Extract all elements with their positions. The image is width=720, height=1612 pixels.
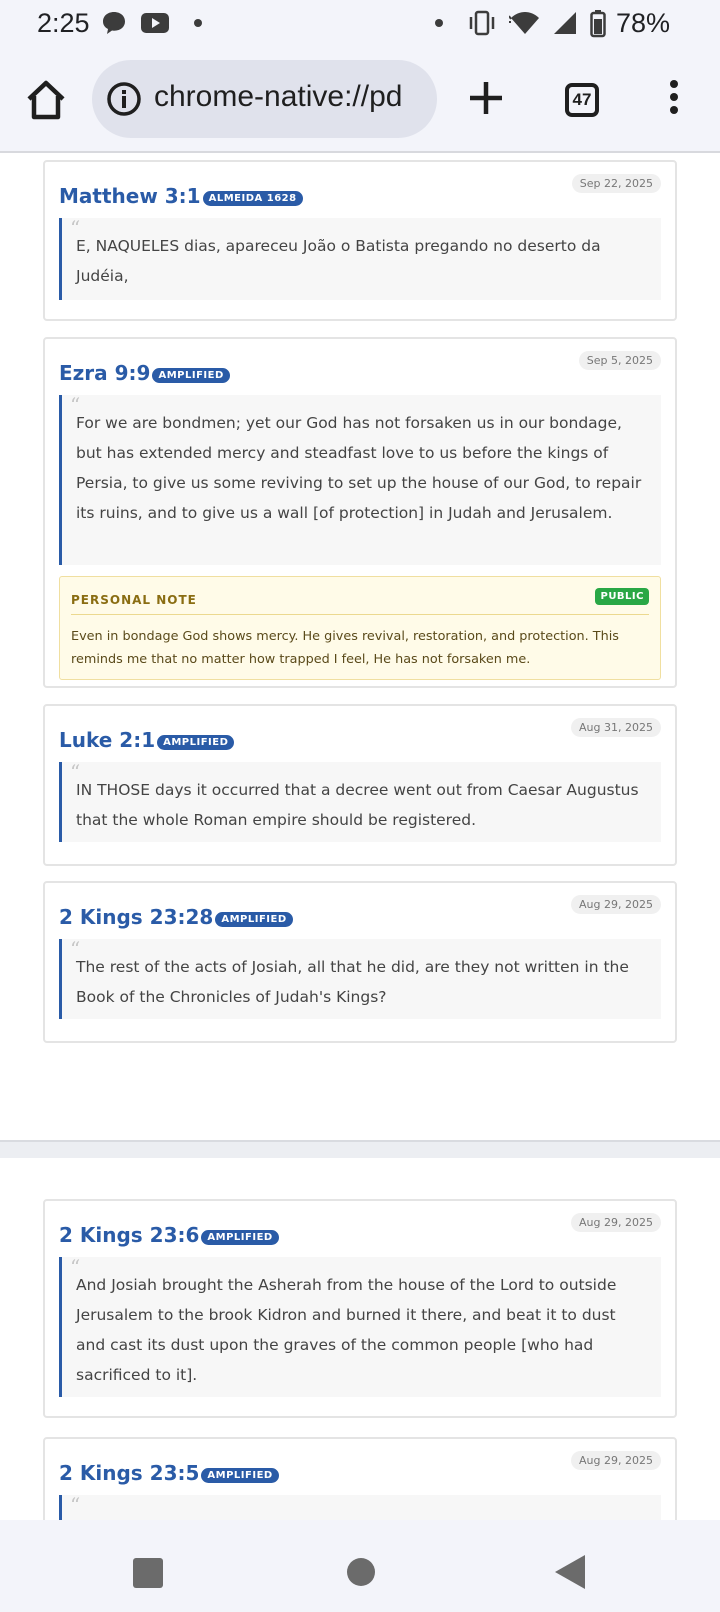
verse-reference-text[interactable]: Matthew 3:1 [59, 184, 201, 208]
quote-mark-icon: “ [70, 1255, 81, 1279]
verse-date: Sep 22, 2025 [572, 174, 661, 193]
home-icon[interactable] [24, 78, 68, 122]
verse-reference-text[interactable]: Luke 2:1 [59, 728, 156, 752]
verse-card [43, 881, 677, 1043]
verse-reference-text[interactable]: Ezra 9:9 [59, 361, 151, 385]
verse-reference[interactable] [59, 728, 234, 752]
verse-reference-text[interactable]: 2 Kings 23:5 [59, 1461, 200, 1485]
status-bar [0, 0, 720, 48]
version-badge: AMPLIFIED [157, 735, 234, 750]
status-time: 2:25 [37, 8, 90, 38]
version-badge: AMPLIFIED [215, 912, 292, 927]
visibility-badge: PUBLIC [595, 588, 649, 605]
youtube-icon [141, 10, 169, 36]
verse-card [43, 337, 677, 688]
battery-icon [590, 10, 606, 38]
quote-mark-icon: “ [70, 216, 81, 240]
wifi-icon [509, 10, 541, 36]
verse-quote [59, 395, 661, 565]
verse-reference[interactable] [59, 1461, 279, 1485]
notification-dot [194, 19, 202, 27]
battery-percent: 78% [616, 8, 671, 38]
verse-quote [59, 762, 661, 842]
verse-card [43, 704, 677, 866]
system-nav-bar [0, 1520, 720, 1612]
verse-date: Aug 29, 2025 [571, 895, 661, 914]
verse-reference-text[interactable]: 2 Kings 23:28 [59, 905, 214, 929]
verse-card [43, 1199, 677, 1418]
verse-quote [59, 1257, 661, 1397]
verse-reference[interactable] [59, 184, 303, 208]
verse-quote [59, 939, 661, 1019]
message-icon [101, 10, 127, 36]
verse-card [43, 160, 677, 321]
recents-icon[interactable] [133, 1558, 163, 1588]
verse-date: Aug 31, 2025 [571, 718, 661, 737]
verse-date: Sep 5, 2025 [579, 351, 661, 370]
back-icon[interactable] [555, 1555, 585, 1589]
verse-text: For we are bondmen; yet our God has not forsaken us in our bondage, but has extended mercy and steadfast love to us before the kings of Persia, to give us some reviving to set up the house of our God, to repair its ruins, and to give us a wall [of protection] in Judah and Jerusalem. [76, 414, 642, 522]
page-divider [0, 1140, 720, 1158]
note-title: PERSONAL NOTE [71, 593, 197, 607]
page-content [0, 155, 720, 1520]
personal-note [59, 576, 661, 680]
quote-mark-icon: “ [70, 937, 81, 961]
vibrate-icon [467, 10, 497, 36]
verse-quote [59, 1495, 661, 1520]
verse-text: IN THOSE days it occurred that a decree went out from Caesar Augustus that the whole Roman empire should be registered. [76, 781, 639, 829]
version-badge: AMPLIFIED [152, 368, 229, 383]
plus-icon[interactable] [466, 78, 506, 118]
verse-text: And Josiah brought the Asherah from the house of the Lord to outside Jerusalem to the brook Kidron and burned it there, and beat it to dust and cast its dust upon the graves of the common people [who had sacrificed to it]. [76, 1276, 617, 1384]
verse-card [43, 1437, 677, 1520]
note-text: Even in bondage God shows mercy. He gives revival, restoration, and protection. This reminds me that no matter how trapped I feel, He has not forsaken me. [71, 629, 619, 667]
address-bar[interactable] [92, 60, 437, 138]
tabs-icon[interactable]: 47 [565, 83, 599, 117]
version-badge: AMPLIFIED [201, 1230, 278, 1245]
verse-reference[interactable] [59, 361, 230, 385]
verse-reference-text[interactable]: 2 Kings 23:6 [59, 1223, 200, 1247]
signal-icon [552, 10, 578, 36]
info-icon[interactable] [106, 81, 142, 117]
home-circle-icon[interactable] [347, 1558, 375, 1586]
status-dot [435, 19, 443, 27]
url-text[interactable]: chrome-native://pd [154, 80, 403, 113]
verse-date: Aug 29, 2025 [571, 1451, 661, 1470]
verse-date: Aug 29, 2025 [571, 1213, 661, 1232]
verse-reference[interactable] [59, 1223, 279, 1247]
browser-toolbar [0, 48, 720, 153]
verse-reference[interactable] [59, 905, 293, 929]
version-badge: AMPLIFIED [201, 1468, 278, 1483]
version-badge: ALMEIDA 1628 [203, 191, 303, 206]
menu-icon[interactable] [660, 80, 688, 120]
verse-text: The rest of the acts of Josiah, all that he did, are they not written in the Book of the Chronicles of Judah's Kings? [76, 958, 629, 1006]
quote-mark-icon: “ [70, 760, 81, 784]
note-divider [71, 614, 649, 615]
verse-text: E, NAQUELES dias, apareceu João o Batista pregando no deserto da Judéia, [76, 237, 601, 285]
verse-quote [59, 218, 661, 300]
quote-mark-icon: “ [70, 1493, 81, 1517]
quote-mark-icon: “ [70, 393, 81, 417]
